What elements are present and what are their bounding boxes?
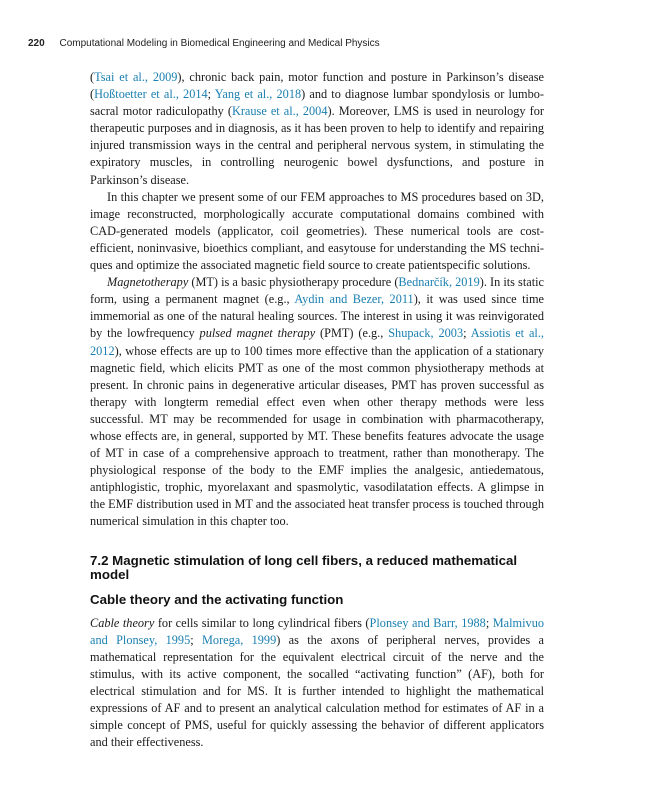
citation-link[interactable]: Malmivuo and Plonsey, 1995: [90, 615, 544, 647]
body-text: ), chronic back pain, motor function and posture in Parkinson’s disease (: [90, 70, 545, 102]
body-text: for cells similar to long cylindrical fibers (: [154, 615, 370, 630]
paragraph-3: [90, 274, 544, 530]
paren-open: (: [90, 70, 95, 84]
citation-link[interactable]: Assiotis et al., 2012: [90, 326, 544, 358]
paragraph-4: [90, 615, 544, 752]
body-text: (PMT) (e.g.,: [315, 326, 389, 341]
italic-term: pulsed magnet therapy: [199, 326, 316, 341]
body-text: ;: [190, 632, 202, 647]
subsection-heading: Cable theory and the activating function: [90, 591, 344, 607]
paragraph-1: [90, 69, 544, 189]
main-text: [90, 69, 544, 751]
body-text: ), whose effects are up to 100 times more effective than the application of a stationary magnetic field, which elicits PMT as one of the most common physiotherapy methods at present. In chronic pains in degenerative articular diseases, PMT has proven successful as therapy with longterm remedial effect even when other therapy methods were less successful. MT may be recommended for usage in combination with pharmacotherapy, whose effects are, in general, supported by MT. These benefits features advocate the usage of MT in case of a comprehensive approach to treatment, rather than monotherapy. The physiological response of the body to the EMF implies the analgesic, antiedematous, antiphlogistic, trophic, myorelaxant and spasmolytic, vasodilatation effects. A glimpse in the EMF distribution used in MT and the associated heat transfer process is touched through numerical simulation in this chapter too.: [90, 343, 544, 529]
citation-link[interactable]: Hoßtoetter et al., 2014: [94, 87, 208, 102]
page-number: 220: [28, 38, 45, 49]
body-text: ;: [485, 615, 493, 630]
running-header: [28, 38, 380, 49]
running-title: Computational Modeling in Biomedical Engineering and Medical Physics: [59, 38, 380, 49]
italic-term: Magnetotherapy: [107, 275, 189, 290]
citation-link[interactable]: Plonsey and Barr, 1988: [369, 615, 486, 630]
body-text: ). In its static form, using a permanent magnet (e.g.,: [90, 275, 544, 307]
citation-link[interactable]: Krause et al., 2004: [231, 104, 328, 119]
body-text: In this chapter we present some of our FEM approaches to MS procedures based on 3D, image reconstructed, morphologically accurate computational domains combined with CAD-generated models (applicator, coil geometries). These numerical tools are costefficient, noninvasive, bioethics compliant, and easytouse for understanding the MS techniques and optimize the associated magnetic field source to create patientspecific solutions.: [90, 189, 544, 273]
body-text: ). Moreover, LMS is used in neurology for therapeutic purposes and in diagnosis, as it has been proven to help to identify and repairing injured transmission ways in the central and peripheral nervous system, in stimulating the expiratory muscles, in controlling neurogenic bowel dysfunctions, and posture in Parkinson’s disease.: [90, 104, 544, 187]
citation-link[interactable]: Bednarčík, 2019: [398, 275, 480, 290]
paragraph-2: [90, 189, 544, 274]
body-text: ) and to diagnose lumbar spondylosis or lumbosacral motor radiculopathy (: [90, 87, 544, 119]
section-heading: 7.2 Magnetic stimulation of long cell fibers, a reduced mathematical model: [90, 552, 518, 583]
citation-link[interactable]: Yang et al., 2018: [214, 87, 302, 102]
italic-term: Cable theory: [90, 615, 155, 630]
body-text: ) as the axons of peripheral nerves, provides a mathematical representation for the equivalent electrical circuit of the nerve and the stimulus, with its active component, the socalled “activating function” (AF), both for electrical stimulation and for MS. It is further intended to highlight the mathematical expressions of AF and to present an analytical calculation method for estimates of AF in a simple concept of PMS, useful for quickly assessing the behavior of different applicators and their effectiveness.: [90, 632, 544, 750]
citation-link[interactable]: Morega, 1999: [201, 632, 277, 647]
citation-link[interactable]: Shupack, 2003: [388, 326, 464, 341]
body-text: ), it was used since time immemorial as one of the natural healing sources. The interest in using it was reinvigorated by the lowfrequency: [90, 292, 544, 341]
citation-link[interactable]: Aydin and Bezer, 2011: [294, 292, 414, 307]
body-text: ;: [207, 87, 215, 102]
body-text: ;: [463, 326, 471, 341]
body-text: (MT) is a basic physiotherapy procedure (: [188, 275, 399, 290]
citation-link[interactable]: Tsai et al., 2009: [94, 70, 178, 84]
